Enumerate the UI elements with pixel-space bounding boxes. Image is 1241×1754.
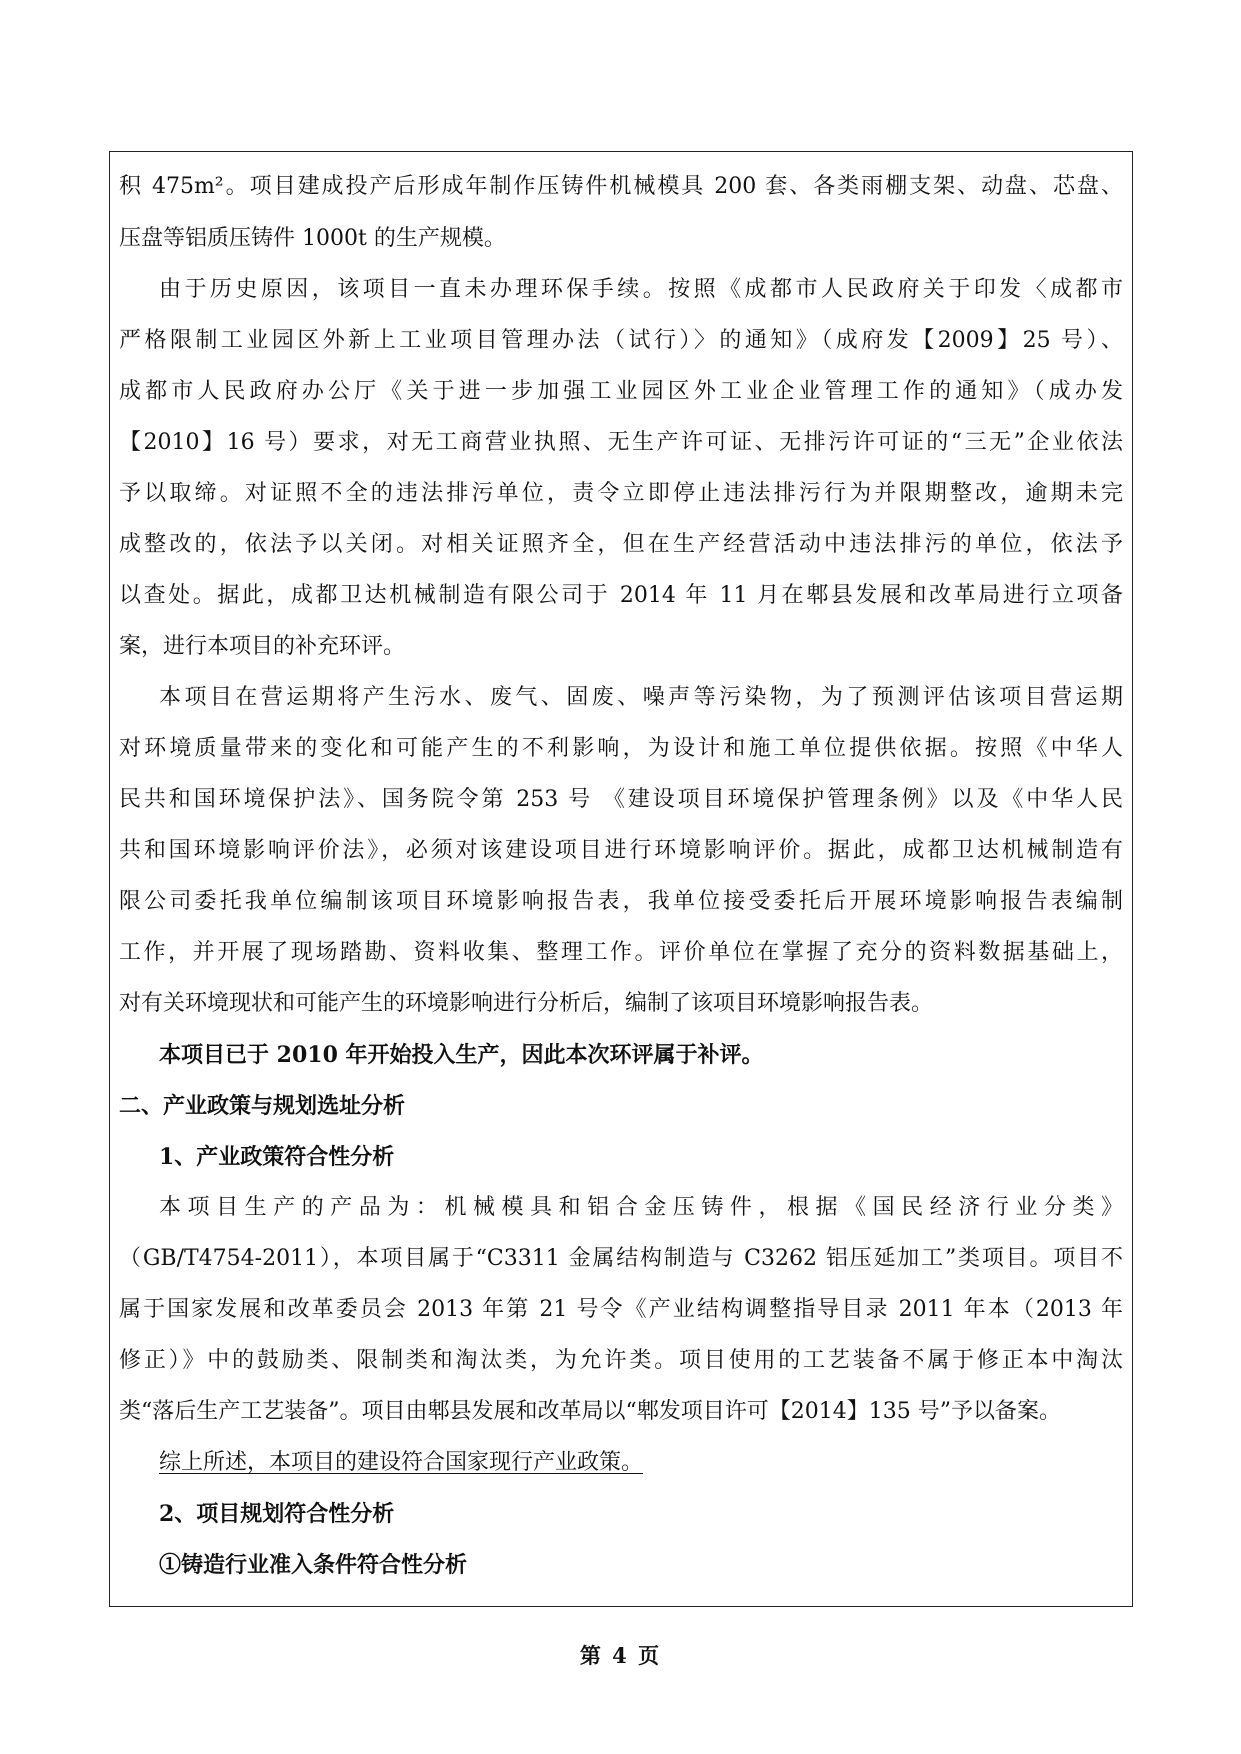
text-line: 成整改的，依法予以关闭。对相关证照齐全，但在生产经营活动中违法排污的单位，依法予 (119, 532, 1123, 557)
text-line: 压盘等铝质压铸件 1000t 的生产规模。 (119, 226, 506, 251)
text-line: 对有关环境现状和可能产生的环境影响进行分析后，编制了该项目环境影响报告表。 (119, 991, 934, 1016)
text-line: 属于国家发展和改革委员会 2013 年第 21 号令《产业结构调整指导目录 2011 年本（2013 年 (119, 1297, 1123, 1322)
text-line: 民共和国环境保护法》、国务院令第 253 号 《建设项目环境保护管理条例》以及《中华人民 (119, 787, 1123, 812)
text-line: 案，进行本项目的补充环评。 (119, 634, 406, 659)
subsection-heading: 1、产业政策符合性分析 (159, 1144, 395, 1170)
text-line: 修正）》中的鼓励类、限制类和淘汰类，为允许类。项目使用的工艺装备不属于修正本中淘汰 (119, 1348, 1123, 1373)
text-line: 由于历史原因，该项目一直未办理环保手续。按照《成都市人民政府关于印发〈成都市 (159, 277, 1123, 302)
text-line: 严格限制工业园区外新上工业项目管理办法（试行）〉的通知》（成府发【2009】25 号）、 (119, 328, 1123, 353)
page-number: 第 4 页 (579, 1643, 662, 1668)
text-line: 对环境质量带来的变化和可能产生的不利影响，为设计和施工单位提供依据。按照《中华人 (119, 736, 1123, 761)
subsection-heading: 2、项目规划符合性分析 (159, 1501, 395, 1527)
text-line: 本项目生产的产品为：机械模具和铝合金压铸件，根据《国民经济行业分类》 (159, 1195, 1123, 1220)
text-line: 本项目在营运期将产生污水、废气、固废、噪声等污染物，为了预测评估该项目营运期 (159, 685, 1123, 710)
text-line: 工作，并开展了现场踏勘、资料收集、整理工作。评价单位在掌握了充分的资料数据基础上， (119, 940, 1123, 965)
conclusion-line (159, 1448, 1123, 1478)
text-line: 类“落后生产工艺装备”。项目由郫县发展和改革局以“郫发项目许可【2014】135 号”予以备案。 (119, 1399, 1061, 1424)
text-line: 以查处。据此，成都卫达机械制造有限公司于 2014 年 11 月在郫县发展和改革局进行立项备 (119, 583, 1123, 608)
content-frame (109, 151, 1133, 1607)
text-line: 共和国环境影响评价法》，必须对该建设项目进行环境影响评价。据此，成都卫达机械制造有 (119, 838, 1123, 863)
text-line-bold: 本项目已于 2010 年开始投入生产，因此本次环评属于补评。 (159, 1042, 764, 1068)
section-heading: 二、产业政策与规划选址分析 (119, 1093, 406, 1119)
text-line: 【2010】16 号）要求，对无工商营业执照、无生产许可证、无排污许可证的“三无”企业依法 (119, 430, 1123, 455)
text-line: 予以取缔。对证照不全的违法排污单位，责令立即停止违法排污行为并限期整改，逾期未完 (119, 481, 1123, 506)
underlined-text: 综上所述，本项目的建设符合国家现行产业政策。 (159, 1450, 644, 1475)
text-line: 限公司委托我单位编制该项目环境影响报告表，我单位接受委托后开展环境影响报告表编制 (119, 889, 1123, 914)
text-line: （GB/T4754-2011），本项目属于“C3311 金属结构制造与 C3262 铝压延加工”类项目。项目不 (119, 1246, 1123, 1271)
text-line: 积 475m²。项目建成投产后形成年制作压铸件机械模具 200 套、各类雨棚支架、动盘、芯盘、 (119, 174, 1123, 199)
subsubsection-heading: ①铸造行业准入条件符合性分析 (159, 1552, 468, 1578)
text-line: 成都市人民政府办公厅《关于进一步加强工业园区外工业企业管理工作的通知》（成办发 (119, 379, 1123, 404)
